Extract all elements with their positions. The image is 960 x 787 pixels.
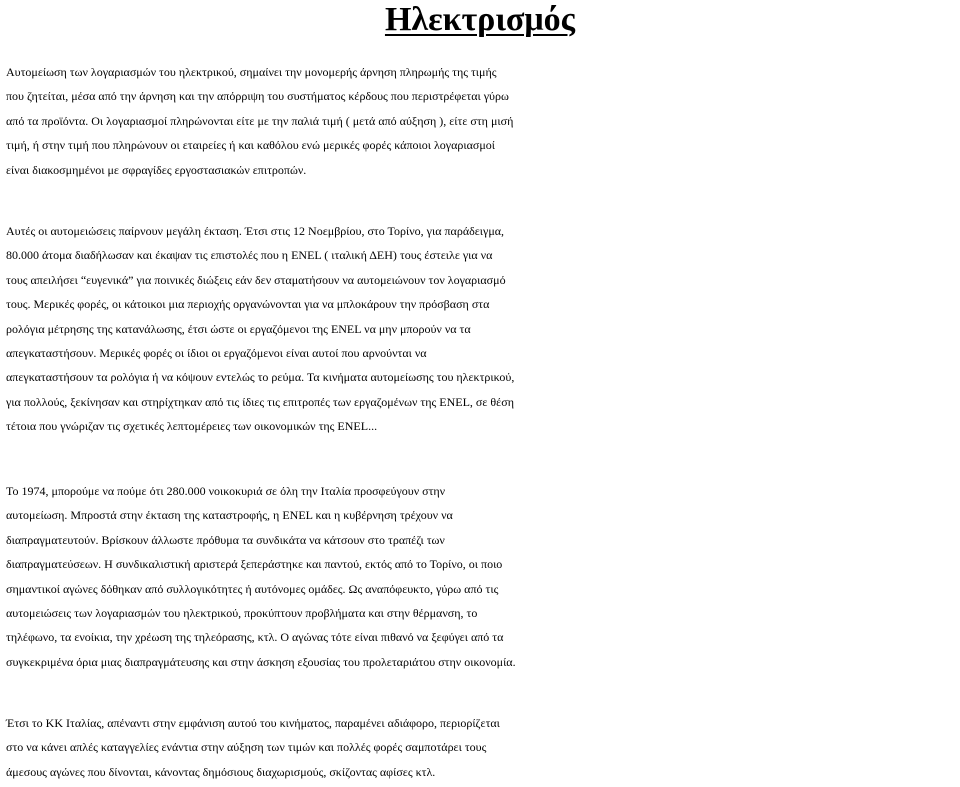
paragraph-line: ρολόγια μέτρησης της κατανάλωσης, έτσι ώστε οι εργαζόμενοι της ENEL να μην μπορούν να τα	[6, 321, 471, 336]
document-title: Ηλεκτρισμός	[384, 1, 576, 38]
paragraph-line: απεγκαταστήσουν τα ρολόγια ή να κόψουν εντελώς το ρεύμα. Τα κινήματα αυτομείωσης του ηλεκτρικού,	[6, 370, 515, 385]
paragraph-line: Αυτομείωση των λογαριασμών του ηλεκτρικού, σημαίνει την μονομερής άρνηση πληρωμής της τιμής	[6, 65, 497, 79]
paragraph-line: αυτομειώσεις των λογαριασμών του ηλεκτρικού, προκύπτουν προβλήματα και στην θέρμανση, το	[6, 606, 478, 621]
paragraph-line: άμεσους αγώνες που δίνονται, κάνοντας δημόσιους διαχωρισμούς, σκίζοντας αφίσες κτλ.	[6, 764, 436, 779]
paragraph-line: σημαντικοί αγώνες δόθηκαν από συλλογικότητες ή αυτόνομες ομάδες. Ως αναπόφευκτο, γύρω από τις	[6, 581, 499, 596]
paragraph-line: τιμή, ή στην τιμή που πληρώνουν οι εταιρείες ή και καθόλου ενώ μερικές φορές κάποιοι λογαριασμοί	[6, 138, 496, 153]
paragraph-line: τους. Μερικές φορές, οι κάτοικοι μια περιοχής οργανώνονται για να μπλοκάρουν την πρόσβαση στα	[6, 297, 490, 312]
paragraph-line: 80.000 άτομα διαδήλωσαν και έκαψαν τις επιστολές που η ENEL ( ιταλική ΔΕΗ) τους έστειλε για να	[6, 248, 493, 263]
paragraph-line: Το 1974, μπορούμε να πούμε ότι 280.000 νοικοκυριά σε όλη την Ιταλία προσφεύγουν στην	[6, 484, 446, 498]
paragraph-line: Έτσι το ΚΚ Ιταλίας, απέναντι στην εμφάνιση αυτού του κινήματος, παραμένει αδιάφορο, περιορίζεται	[6, 716, 500, 730]
paragraph-line: αυτομείωση. Μπροστά στην έκταση της καταστροφής, η ENEL και η κυβέρνηση τρέχουν να	[6, 508, 453, 523]
paragraph-line: συγκεκριμένα όρια μιας διαπραγμάτευσης και στην άσκηση εξουσίας του προλεταριάτου στην οικονομία.	[6, 654, 516, 669]
paragraph-2	[6, 219, 958, 439]
paragraph-line: τέτοια που γνώριζαν τις σχετικές λεπτομέρειες των οικονομικών της ENEL...	[6, 419, 378, 434]
paragraph-line: από τα προϊόντα. Οι λογαριασμοί πληρώνονται είτε με την παλιά τιμή ( μετά από αύξηση ), είτε στη μισή	[6, 113, 514, 128]
paragraph-4	[6, 711, 958, 784]
paragraph-1	[6, 60, 958, 182]
paragraph-line: που ζητείται, μέσα από την άρνηση και την απόρριψη του συστήματος κέρδους που περιστρέφεται γύρω	[6, 89, 509, 104]
paragraph-line: είναι διακοσμημένοι με σφραγίδες εργοστασιακών επιτροπών.	[6, 162, 307, 177]
paragraph-line: διαπραγματεύσεων. Η συνδικαλιστική αριστερά ξεπεράστηκε και παντού, εκτός από το Τορίνο, οι ποιο	[6, 557, 503, 572]
paragraph-3	[6, 479, 958, 674]
paragraph-line: τους απειλήσει “ευγενικά” για ποινικές διώξεις εάν δεν σταματήσουν να αυτομειώνουν τον λογαριασμό	[6, 272, 506, 287]
paragraph-line: απεγκαταστήσουν. Μερικές φορές οι ίδιοι οι εργαζόμενοι είναι αυτοί που αρνούνται να	[6, 346, 427, 361]
paragraph-line: τηλέφωνο, τα ενοίκια, την χρέωση της τηλεόρασης, κτλ. Ο αγώνας τότε είναι πιθανό να ξεφύγει από τα	[6, 630, 504, 645]
paragraph-line: Αυτές οι αυτομειώσεις παίρνουν μεγάλη έκταση. Έτσι στις 12 Νοεμβρίου, στο Τορίνο, για παράδειγμα,	[6, 224, 505, 238]
paragraph-line: για πολλούς, ξεκίνησαν και στηρίχτηκαν από τις ίδιες τις επιτροπές των εργαζομένων της ENEL, σε θέση	[6, 394, 514, 409]
paragraph-line: στο να κάνει απλές καταγγελίες ενάντια στην αύξηση των τιμών και πολλές φορές σαμποτάρει τους	[6, 740, 487, 755]
paragraph-line: διαπραγματευτούν. Βρίσκουν άλλωστε πρόθυμα τα συνδικάτα να κάτσουν στο τραπέζι των	[6, 532, 445, 547]
